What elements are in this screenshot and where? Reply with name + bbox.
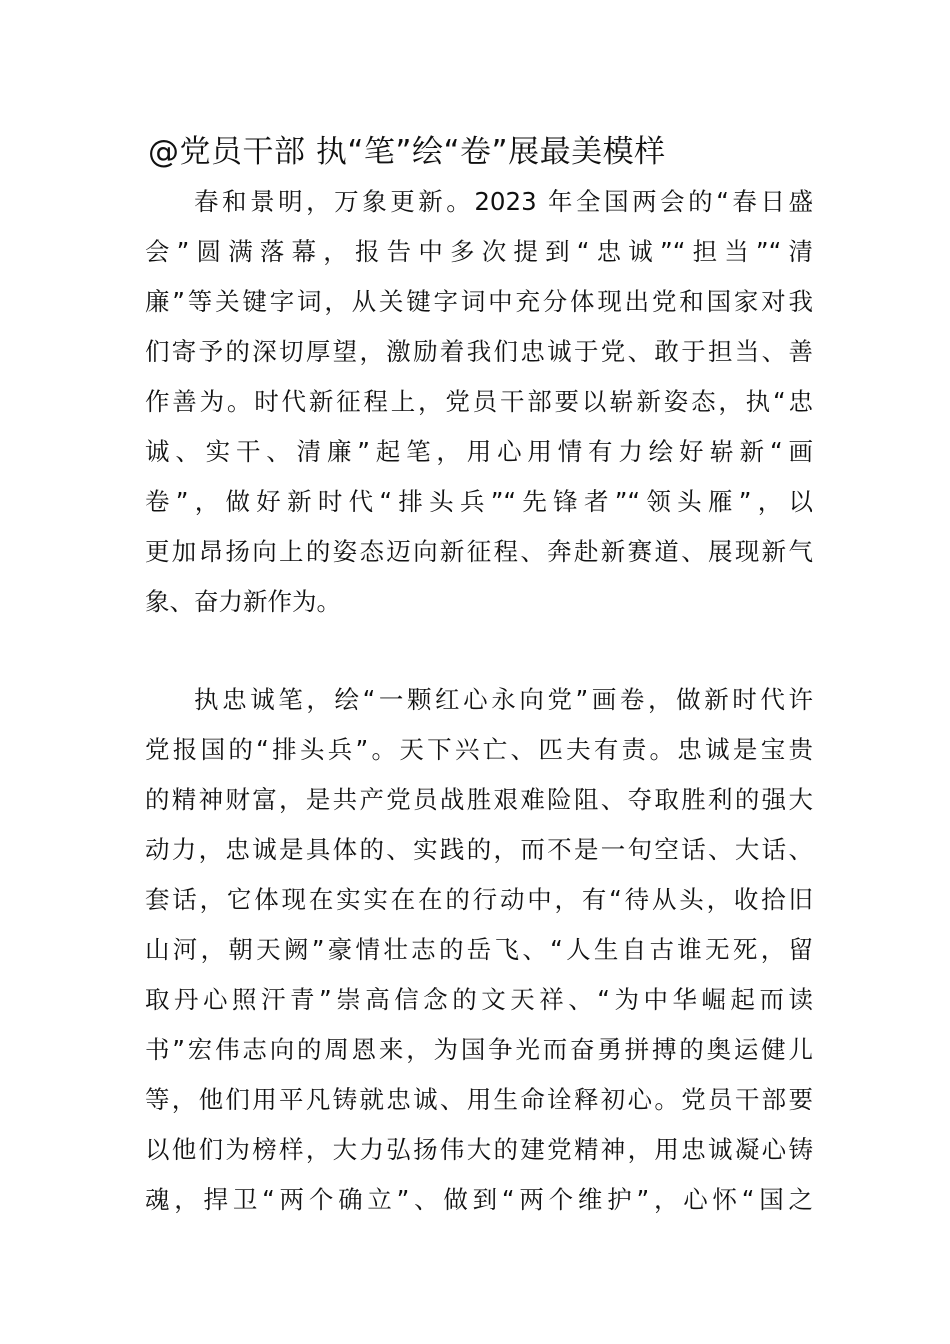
paragraph-line: 山河，朝天阙”豪情壮志的岳飞、“人生自古谁无死，留 [145,935,813,964]
paragraph-line: 魂，捍卫“两个确立”、做到“两个维护”，心怀“国之 [145,1185,813,1214]
paragraph-line: 更加昂扬向上的姿态迈向新征程、奔赴新赛道、展现新气 [145,537,813,566]
paragraph-line: 诚、实干、清廉”起笔，用心用情有力绘好崭新“画 [145,437,813,466]
paragraph-line: 等，他们用平凡铸就忠诚、用生命诠释初心。党员干部要 [145,1085,813,1114]
paragraph-line: 以他们为榜样，大力弘扬伟大的建党精神，用忠诚凝心铸 [145,1135,813,1164]
paragraph-line: 廉”等关键字词，从关键字词中充分体现出党和国家对我 [145,287,813,316]
paragraph-line: 动力，忠诚是具体的、实践的，而不是一句空话、大话、 [145,835,813,864]
paragraph-line: 书”宏伟志向的周恩来，为国争光而奋勇拼搏的奥运健儿 [145,1035,813,1064]
paragraph-line: 象、奋力新作为。 [145,587,341,616]
paragraph-line: 执忠诚笔，绘“一颗红心永向党”画卷，做新时代许 [194,685,813,714]
paragraph-line: 作善为。时代新征程上，党员干部要以崭新姿态，执“忠 [145,387,813,416]
paragraph-line: 们寄予的深切厚望，激励着我们忠诚于党、敢于担当、善 [145,337,813,366]
paragraph-line: 的精神财富，是共产党员战胜艰难险阻、夺取胜利的强大 [145,785,813,814]
paragraph-line: 卷”，做好新时代“排头兵”“先锋者”“领头雁”，以 [145,487,813,516]
document-title: @党员干部 执“笔”绘“卷”展最美模样 [148,134,666,170]
paragraph-line: 会”圆满落幕，报告中多次提到“忠诚”“担当”“清 [145,237,813,266]
paragraph-line: 套话，它体现在实实在在的行动中，有“待从头，收拾旧 [145,885,813,914]
paragraph-line: 党报国的“排头兵”。天下兴亡、匹夫有责。忠诚是宝贵 [145,735,813,764]
paragraph-line: 春和景明，万象更新。2023 年全国两会的“春日盛 [194,187,813,216]
paragraph-line: 取丹心照汗青”崇高信念的文天祥、“为中华崛起而读 [145,985,813,1014]
